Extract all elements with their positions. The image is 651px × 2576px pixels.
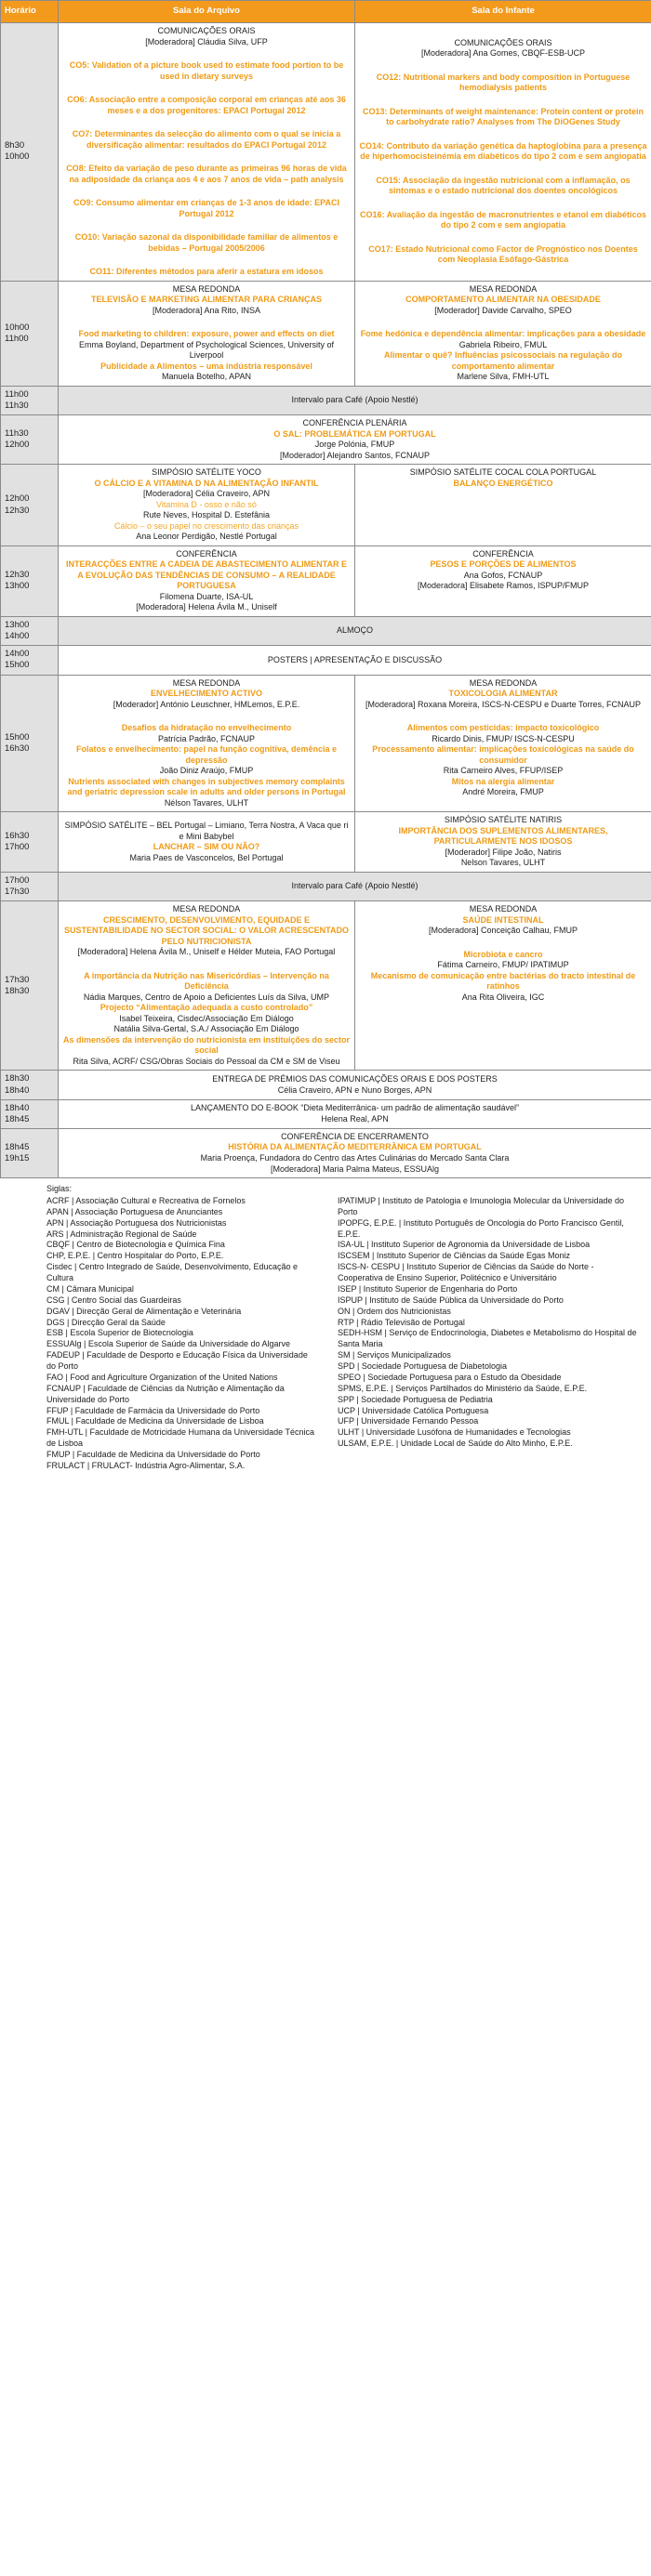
- session-highlight-title: HISTÓRIA DA ALIMENTAÇÃO MEDITERRÂNICA EM PORTUGAL: [228, 1142, 482, 1152]
- acronyms-title: Siglas:: [46, 1184, 73, 1194]
- session-cell-full: [59, 1071, 651, 1099]
- session-highlight-title: A importância da Nutrição nas Misericórdias – Intervenção na Deficiência: [84, 970, 329, 992]
- header-time: Horário: [1, 1, 59, 23]
- schedule-row: [1, 415, 651, 465]
- session-cell-left: [59, 23, 355, 282]
- acronym-entry: SPEO | Sociedade Portuguesa para o Estudo da Obesidade: [338, 1372, 562, 1382]
- session-text: [Moderadora] Maria Palma Mateus, ESSUAlg: [270, 1163, 440, 1174]
- acronyms-list-right: [338, 1196, 640, 1450]
- session-highlight-title: CRESCIMENTO, DESENVOLVIMENTO, EQUIDADE E SUSTENTABILIDADE NO SECTOR SOCIAL: O VALOR ACRESCENTADO PELO NUTRICIONISTA: [63, 914, 349, 946]
- spacer: [359, 128, 647, 141]
- session-cell-full: [59, 646, 651, 675]
- session-highlight-title: CO11: Diferentes métodos para aferir a estatura em idosos: [89, 267, 324, 277]
- time-slot: [1, 415, 59, 465]
- acronym-entry: ISCSEM | Instituto Superior de Ciências da Saúde Egas Moniz: [338, 1251, 570, 1261]
- end-time: 18h40: [5, 1084, 30, 1096]
- session-highlight-title: TOXICOLOGIA ALIMENTAR: [448, 689, 558, 699]
- spacer: [359, 316, 647, 329]
- session-text: CONFERÊNCIA PLENÁRIA: [302, 418, 407, 428]
- session-highlight-title: CO12: Nutritional markers and body composition in Portuguese hemodialysis patients: [376, 72, 631, 93]
- session-text: Rute Neves, Hospital D. Estefânia: [142, 510, 271, 520]
- session-content: [62, 821, 351, 863]
- session-content: [62, 467, 351, 543]
- session-highlight-title: CO16: Avaliação da ingestão de macronutrientes e etanol em diabéticos do tipo 2 com e sem angiopatia: [360, 209, 646, 230]
- session-cell-full: [59, 872, 651, 900]
- acronym-entry: CBQF | Centro de Biotecnologia e Química Fina: [46, 1240, 225, 1250]
- session-highlight-title: LANCHAR – SIM OU NÃO?: [153, 842, 260, 852]
- end-time: 10h00: [5, 151, 30, 163]
- session-text: Marlene Silva, FMH-UTL: [457, 372, 550, 382]
- start-time: 11h00: [5, 388, 29, 400]
- start-time: 15h00: [5, 731, 30, 743]
- spacer: [62, 116, 351, 129]
- acronym-entry: SM | Serviços Municipalizados: [338, 1350, 451, 1360]
- session-text: Nádia Marques, Centro de Apoio a Deficientes Luís da Silva, UMP: [83, 992, 330, 1002]
- acronym-entry: ISPUP | Instituto de Saúde Pública da Universidade do Porto: [338, 1295, 564, 1305]
- session-highlight-title: CO5: Validation of a picture book used to estimate food portion to be used in dietary surveys: [69, 60, 344, 81]
- acronym-entry: ULSAM, E.P.E. | Unidade Local de Saúde do Alto Minho, E.P.E.: [338, 1439, 573, 1449]
- schedule-row: [1, 23, 651, 282]
- schedule-header-row: [1, 1, 651, 23]
- start-time: 17h30: [5, 974, 30, 985]
- acronym-entry: IPATIMUP | Instituto de Patologia e Imunologia Molecular da Universidade do Porto: [338, 1195, 625, 1216]
- session-text: João Diniz Araújo, FMUP: [159, 766, 254, 776]
- time-slot: [1, 675, 59, 812]
- time-slot: [1, 616, 59, 645]
- session-text: André Moreira, FMUP: [462, 787, 544, 797]
- acronyms-title-spacer: [338, 1184, 640, 1195]
- session-text: SIMPÓSIO SATÉLITE COCAL COLA PORTUGAL: [409, 467, 597, 478]
- session-highlight-title: CO14: Contributo da variação genética da haptoglobina para a presença de hiperhomocisteinémia em diabéticos do tipo 2 com e sem angiopatia: [359, 140, 647, 162]
- session-text: MESA REDONDA: [469, 283, 538, 294]
- session-highlight-title: Mitos na alergia alimentar: [451, 776, 555, 786]
- end-time: 14h00: [5, 631, 30, 642]
- acronym-entry: CHP, E.P.E. | Centro Hospitalar do Porto, E.P.E.: [46, 1251, 224, 1261]
- schedule-body: [1, 23, 651, 1178]
- session-highlight-title: Processamento alimentar: implicações toxicológicas na saúde do consumidor: [372, 744, 634, 765]
- session-text: Maria Proença, Fundadora do Centro das Artes Culinárias do Mercado Santa Clara: [200, 1153, 510, 1163]
- spacer: [359, 231, 647, 244]
- session-cell-right: [355, 23, 651, 282]
- session-highlight-title: Mecanismo de comunicação entre bactérias do tracto intestinal de ratinhos: [370, 970, 636, 992]
- spacer: [62, 254, 351, 267]
- session-text: Manuela Botelho, APAN: [162, 372, 251, 382]
- acronym-entry: SPP | Sociedade Portuguesa de Pediatria: [338, 1394, 493, 1404]
- end-time: 12h00: [5, 440, 30, 451]
- session-text: LANÇAMENTO DO E-BOOK “Dieta Mediterrânica- um padrão de alimentação saudável”: [191, 1103, 519, 1113]
- session-text: MESA REDONDA: [469, 677, 538, 688]
- time-slot: [1, 465, 59, 546]
- end-time: 15h00: [5, 660, 30, 671]
- session-content: [359, 549, 647, 592]
- session-text: Ricardo Dinis, FMUP/ ISCS-N-CESPU: [432, 733, 575, 743]
- schedule-row: [1, 616, 651, 645]
- acronym-entry: ESSUAlg | Escola Superior de Saúde da Universidade do Algarve: [46, 1339, 290, 1349]
- acronym-entry: ESB | Escola Superior de Biotecnologia: [46, 1328, 193, 1338]
- session-highlight-title: O SAL: PROBLEMÁTICA EM PORTUGAL: [273, 428, 436, 439]
- session-cell-left: [59, 281, 355, 386]
- acronym-entry: IPOPFG, E.P.E. | Instituto Português de Oncologia do Porto Francisco Gentil, E.P.E.: [338, 1217, 624, 1239]
- acronym-entry: Cisdec | Centro Integrado de Saúde, Desenvolvimento, Educação e Cultura: [46, 1262, 298, 1283]
- start-time: 10h00: [5, 322, 30, 333]
- end-time: 12h30: [5, 505, 30, 516]
- session-content: [359, 815, 647, 869]
- end-time: 19h15: [5, 1153, 30, 1163]
- session-text: Filomena Duarte, ISA-UL: [159, 591, 254, 601]
- session-highlight-title: Food marketing to children: exposure, power and effects on diet: [78, 329, 335, 339]
- session-text: [Moderador] António Leuschner, HMLemos, E.P.E.: [113, 699, 300, 709]
- session-cell-left: [59, 675, 355, 812]
- spacer: [359, 94, 647, 107]
- acronym-entry: UFP | Universidade Fernando Pessoa: [338, 1416, 479, 1426]
- session-text: Natália Silva-Gertal, S.A./ Associação Em Diálogo: [113, 1024, 299, 1034]
- session-talk-title: Vitamina D - osso e não só: [156, 499, 257, 509]
- session-cell-full: [59, 415, 651, 465]
- session-text: Emma Boyland, Department of Psychological Sciences, University of Liverpool: [78, 339, 335, 361]
- acronym-entry: DGAV | Direcção Geral de Alimentação e Veterinária: [46, 1306, 242, 1316]
- spacer: [359, 197, 647, 210]
- acronym-entry: ARS | Administração Regional de Saúde: [46, 1229, 197, 1239]
- acronym-entry: SPMS, E.P.E. | Serviços Partilhados do Ministério da Saúde, E.P.E.: [338, 1383, 588, 1393]
- schedule-row: [1, 386, 651, 414]
- spacer: [359, 937, 647, 950]
- session-text: COMUNICAÇÕES ORAIS: [454, 37, 552, 47]
- session-text: ENTREGA DE PRÉMIOS DAS COMUNICAÇÕES ORAIS E DOS POSTERS: [212, 1073, 498, 1084]
- session-cell-left: [59, 812, 355, 873]
- acronyms-column-right: [325, 1184, 640, 1472]
- acronym-entry: ULHT | Universidade Lusófona de Humanidades e Tecnologias: [338, 1427, 571, 1438]
- session-highlight-title: Publicidade a Alimentos – uma indústria responsável: [100, 361, 312, 371]
- session-highlight-title: CO13: Determinants of weight maintenance: Protein content or protein to carbohydrate ratio? Analyses from The DiOGenes Study: [362, 106, 644, 127]
- time-slot: [1, 545, 59, 616]
- session-cell-left: [59, 465, 355, 546]
- end-time: 11h30: [5, 401, 29, 412]
- session-highlight-title: Nutrients associated with changes in subjectives memory complaints and geriatric depression scale in adults and older persons in Portugal: [67, 776, 346, 797]
- acronym-entry: FMH-UTL | Faculdade de Motricidade Humana da Universidade Técnica de Lisboa: [46, 1427, 314, 1449]
- session-highlight-title: Microbiota e cancro: [463, 949, 543, 959]
- session-cell-right: [355, 675, 651, 812]
- session-text: Fátima Carneiro, FMUP/ IPATIMUP: [437, 960, 569, 970]
- session-content: [62, 26, 351, 278]
- session-text: Jorge Polónia, FMUP: [314, 440, 395, 450]
- start-time: 18h30: [5, 1073, 30, 1084]
- session-text: Rita Silva, ACRF/ CSG/Obras Sociais do Pessoal da CM e SM de Viseu: [73, 1056, 340, 1066]
- acronym-entry: ISA-UL | Instituto Superior de Agronomia da Universidade de Lisboa: [338, 1240, 591, 1250]
- acronym-entry: CM | Câmara Municipal: [46, 1283, 134, 1294]
- time-slot: [1, 1128, 59, 1177]
- session-content: [62, 881, 647, 892]
- acronym-entry: APAN | Associação Portuguesa de Anunciantes: [46, 1206, 223, 1216]
- schedule-row: [1, 1071, 651, 1099]
- start-time: 12h30: [5, 570, 30, 581]
- time-slot: [1, 281, 59, 386]
- session-text: Ana Rita Oliveira, IGC: [461, 992, 545, 1002]
- session-text: [Moderadora] Ana Gomes, CBQF-ESB-UCP: [420, 48, 586, 59]
- acronym-entry: FMUP | Faculdade de Medicina da Universidade do Porto: [46, 1450, 260, 1460]
- acronym-entry: FRULACT | FRULACT- Indústria Agro-Alimentar, S.A.: [46, 1460, 246, 1470]
- session-highlight-title: CO6: Associação entre a composição corporal em crianças até aos 36 meses e a dos progenitores: EPACI Portugal 2012: [67, 95, 346, 115]
- session-highlight-title: BALANÇO ENERGÉTICO: [453, 478, 553, 488]
- time-slot: [1, 646, 59, 675]
- session-text: [Moderador] Davide Carvalho, SPEO: [434, 305, 572, 315]
- session-content: [359, 467, 647, 489]
- start-time: 18h40: [5, 1102, 30, 1113]
- session-text: [Moderadora] Elisabete Ramos, ISPUP/FMUP: [417, 581, 590, 591]
- schedule-row: [1, 545, 651, 616]
- time-slot: [1, 812, 59, 873]
- start-time: 14h00: [5, 649, 30, 660]
- session-highlight-title: PESOS E PORÇÕES DE ALIMENTOS: [430, 559, 577, 570]
- time-slot: [1, 386, 59, 414]
- session-text: POSTERS | APRESENTAÇÃO E DISCUSSÃO: [267, 654, 443, 664]
- spacer: [62, 316, 351, 329]
- schedule-table: [0, 0, 651, 1178]
- session-content: [62, 678, 351, 809]
- session-cell-full: [59, 616, 651, 645]
- session-text: Patrícia Padrão, FCNAUP: [157, 733, 256, 743]
- session-cell-right: [355, 901, 651, 1071]
- session-text: Isabel Teixeira, Cisdec/Associação Em Diálogo: [119, 1013, 294, 1023]
- session-text: CONFERÊNCIA: [472, 548, 534, 559]
- schedule-row: [1, 1128, 651, 1177]
- schedule-row: [1, 872, 651, 900]
- session-content: [359, 904, 647, 1003]
- schedule-row: [1, 812, 651, 873]
- end-time: 17h00: [5, 842, 30, 853]
- header-room-left: Sala do Arquivo: [59, 1, 355, 23]
- schedule-row: [1, 901, 651, 1071]
- acronym-entry: ACRF | Associação Cultural e Recreativa de Fornelos: [46, 1195, 246, 1205]
- session-text: SIMPÓSIO SATÉLITE YOCO: [152, 467, 261, 478]
- session-highlight-title: COMPORTAMENTO ALIMENTAR NA OBESIDADE: [405, 295, 601, 305]
- session-text: CONFERÊNCIA: [176, 548, 237, 559]
- start-time: 13h00: [5, 619, 30, 630]
- acronym-entry: RTP | Rádio Televisão de Portugal: [338, 1317, 465, 1327]
- session-text: MESA REDONDA: [172, 283, 241, 294]
- session-content: [62, 549, 351, 613]
- session-text: [Moderadora] Cláudia Silva, UFP: [145, 36, 268, 46]
- end-time: 11h00: [5, 333, 29, 344]
- session-text: [Moderadora] Helena Ávila M., Uniself e Hélder Muteia, FAO Portugal: [77, 947, 336, 957]
- session-highlight-title: Alimentos com pesticidas: impacto toxicológico: [406, 723, 600, 733]
- session-content: [62, 395, 647, 406]
- acronym-entry: ON | Ordem dos Nutricionistas: [338, 1306, 451, 1316]
- acronyms-list-left: [46, 1196, 317, 1472]
- spacer: [359, 163, 647, 176]
- session-text: [Moderadora] Roxana Moreira, ISCS-N-CESPU e Duarte Torres, FCNAUP: [365, 699, 641, 709]
- session-highlight-title: CO9: Consumo alimentar em crianças de 1-3 anos de idade: EPACI Portugal 2012: [73, 198, 339, 218]
- session-highlight-title: IMPORTÂNCIA DOS SUPLEMENTOS ALIMENTARES, PARTICULARMENTE NOS IDOSOS: [398, 825, 608, 847]
- schedule-row: [1, 1099, 651, 1128]
- session-text: [Moderador] Filipe João, Natiris: [445, 847, 562, 857]
- acronym-entry: DGS | Direcção Geral da Saúde: [46, 1317, 166, 1327]
- session-text: CONFERÊNCIA DE ENCERRAMENTO: [281, 1131, 429, 1141]
- session-cell-full: [59, 1128, 651, 1177]
- session-cell-full: [59, 386, 651, 414]
- time-slot: [1, 872, 59, 900]
- session-highlight-title: CO8: Efeito da variação de peso durante as primeiras 96 horas de vida na adiposidade da criança aos 4 e aos 7 anos de vida – path analysis: [66, 164, 347, 184]
- session-text: [Moderadora] Ana Rito, INSA: [152, 305, 261, 315]
- acronym-entry: APN | Associação Portuguesa dos Nutricionistas: [46, 1217, 227, 1228]
- acronym-entry: ISEP | Instituto Superior de Engenharia do Porto: [338, 1283, 518, 1294]
- session-highlight-title: O CÁLCIO E A VITAMINA D NA ALIMENTAÇÃO INFANTIL: [94, 478, 319, 488]
- start-time: 11h30: [5, 428, 29, 440]
- session-text: [Moderadora] Helena Ávila M., Uniself: [136, 602, 277, 612]
- session-talk-title: Cálcio – o seu papel no crescimento das crianças: [113, 520, 299, 531]
- session-text: Nélson Tavares, ULHT: [164, 797, 249, 808]
- spacer: [62, 82, 351, 95]
- session-text: Rita Carneiro Alves, FFUP/ISEP: [443, 766, 564, 776]
- start-time: 16h30: [5, 830, 30, 841]
- time-slot: [1, 23, 59, 282]
- session-text: Maria Paes de Vasconcelos, Bel Portugal: [129, 852, 284, 862]
- end-time: 18h45: [5, 1113, 30, 1124]
- spacer: [359, 710, 647, 723]
- start-time: 8h30: [5, 140, 25, 151]
- session-content: [62, 1074, 647, 1096]
- session-content: [62, 625, 647, 637]
- time-slot: [1, 901, 59, 1071]
- session-highlight-title: Fome hedónica e dependência alimentar: implicações para a obesidade: [360, 329, 646, 339]
- session-text: MESA REDONDA: [172, 677, 241, 688]
- acronym-entry: FCNAUP | Faculdade de Ciências da Nutrição e Alimentação da Universidade do Porto: [46, 1383, 285, 1404]
- session-text: Helena Real, APN: [321, 1113, 389, 1124]
- spacer: [62, 710, 351, 723]
- session-highlight-title: Alimentar o quê? Influências psicossociais na regulação do comportamento alimentar: [383, 350, 623, 371]
- session-highlight-title: Desafios da hidratação no envelhecimento: [121, 723, 292, 733]
- session-text: SIMPÓSIO SATÉLITE NATIRIS: [444, 815, 563, 825]
- end-time: 17h30: [5, 886, 30, 897]
- session-text: MESA REDONDA: [469, 904, 538, 914]
- session-content: [62, 1132, 647, 1175]
- session-text: Gabriela Ribeiro, FMUL: [458, 339, 548, 349]
- acronym-entry: CSG | Centro Social das Guardeiras: [46, 1295, 181, 1305]
- session-content: [359, 284, 647, 383]
- acronym-entry: FMUL | Faculdade de Medicina da Universidade de Lisboa: [46, 1416, 264, 1426]
- session-cell-right: [355, 281, 651, 386]
- time-slot: [1, 1099, 59, 1128]
- session-cell-left: [59, 901, 355, 1071]
- start-time: 12h00: [5, 493, 30, 505]
- session-text: [Moderadora] Conceição Calhau, FMUP: [428, 926, 578, 936]
- session-highlight-title: Folatos e envelhecimento: papel na função cognitiva, demência e depressão: [75, 744, 338, 765]
- acronym-entry: FFUP | Faculdade de Farmácia da Universidade do Porto: [46, 1405, 260, 1415]
- session-highlight-title: ENVELHECIMENTO ACTIVO: [150, 689, 262, 699]
- start-time: 18h45: [5, 1141, 30, 1152]
- spacer: [62, 47, 351, 60]
- session-text: Ana Leonor Perdigão, Nestlé Portugal: [136, 532, 277, 542]
- end-time: 18h30: [5, 985, 30, 996]
- session-text: Ana Gofos, FCNAUP: [463, 570, 543, 580]
- session-text: Nelson Tavares, ULHT: [460, 858, 546, 868]
- start-time: 17h00: [5, 874, 30, 886]
- session-text: SIMPÓSIO SATÉLITE – BEL Portugal – Limiano, Terra Nostra, A Vaca que ri e Mini Babybel: [64, 820, 349, 841]
- schedule-row: [1, 646, 651, 675]
- session-text: Célia Craveiro, APN e Nuno Borges, APN: [277, 1084, 432, 1095]
- session-highlight-title: CO15: Associação da ingestão nutricional com a inflamação, os sintomas e o estado nutricional dos doentes oncológicos: [376, 175, 631, 196]
- header-room-right: Sala do Infante: [355, 1, 651, 23]
- session-text: Intervalo para Café (Apoio Nestlé): [291, 395, 418, 405]
- session-cell-right: [355, 812, 651, 873]
- session-highlight-title: As dimensões da intervenção do nutricionista em instituições do sector social: [62, 1034, 351, 1056]
- acronym-entry: FADEUP | Faculdade de Desporto e Educação Física da Universidade do Porto: [46, 1350, 308, 1372]
- session-highlight-title: CO7: Determinantes da selecção do alimento com o qual se inicia a diversificação alimentar: resultados do EPACI Portugal 2012: [72, 129, 341, 150]
- spacer: [62, 958, 351, 971]
- schedule-row: [1, 465, 651, 546]
- session-content: [62, 284, 351, 383]
- session-text: Intervalo para Café (Apoio Nestlé): [291, 881, 418, 891]
- session-cell-right: [355, 545, 651, 616]
- acronyms-section: [0, 1178, 651, 1472]
- spacer: [62, 219, 351, 232]
- session-content: [62, 904, 351, 1067]
- session-highlight-title: CO10: Variação sazonal da disponibilidade familiar de alimentos e bebidas – Portugal 2005/2006: [74, 232, 339, 253]
- session-highlight-title: SAÚDE INTESTINAL: [462, 914, 544, 925]
- session-cell-right: [355, 465, 651, 546]
- session-cell-full: [59, 1099, 651, 1128]
- session-text: [Moderador] Alejandro Santos, FCNAUP: [279, 450, 431, 460]
- session-text: MESA REDONDA: [172, 904, 241, 914]
- acronym-entry: UCP | Universidade Católica Portuguesa: [338, 1405, 489, 1415]
- end-time: 13h00: [5, 581, 30, 592]
- session-text: [Moderadora] Célia Craveiro, APN: [142, 489, 271, 499]
- spacer: [62, 185, 351, 198]
- session-content: [62, 418, 647, 461]
- session-highlight-title: Projecto “Alimentação adequada a custo controlado”: [100, 1003, 313, 1013]
- schedule-row: [1, 281, 651, 386]
- acronyms-column-left: [9, 1184, 325, 1472]
- session-text: COMUNICAÇÕES ORAIS: [157, 26, 256, 35]
- acronym-entry: SPD | Sociedade Portuguesa de Diabetologia: [338, 1361, 507, 1372]
- spacer: [62, 151, 351, 164]
- acronym-entry: FAO | Food and Agriculture Organization of the United Nations: [46, 1372, 278, 1382]
- session-content: [359, 38, 647, 266]
- acronym-entry: SEDH-HSM | Serviço de Endocrinologia, Diabetes e Metabolismo do Hospital de Santa Maria: [338, 1328, 637, 1349]
- session-highlight-title: CO17: Estado Nutricional como Factor de Prognóstico nos Doentes com Neoplasia Esófago-Gástrica: [368, 243, 638, 265]
- session-content: [359, 678, 647, 798]
- end-time: 16h30: [5, 743, 30, 754]
- session-cell-left: [59, 545, 355, 616]
- session-text: ALMOÇO: [336, 625, 373, 636]
- session-highlight-title: TELEVISÃO E MARKETING ALIMENTAR PARA CRIANÇAS: [90, 295, 322, 305]
- acronym-entry: ISCS-N- CESPU | Instituto Superior de Ciências da Saúde do Norte - Cooperativa de Ensino Superior, Politécnico e Universitário: [338, 1262, 594, 1283]
- time-slot: [1, 1071, 59, 1099]
- session-highlight-title: INTERACÇÕES ENTRE A CADEIA DE ABASTECIMENTO ALIMENTAR E A EVOLUÇÃO DAS TENDÊNCIAS DE CONSUMO – A REALIDADE PORTUGUESA: [65, 559, 347, 591]
- schedule-row: [1, 675, 651, 812]
- session-content: [62, 1103, 647, 1124]
- session-content: [62, 655, 647, 666]
- spacer: [359, 59, 647, 72]
